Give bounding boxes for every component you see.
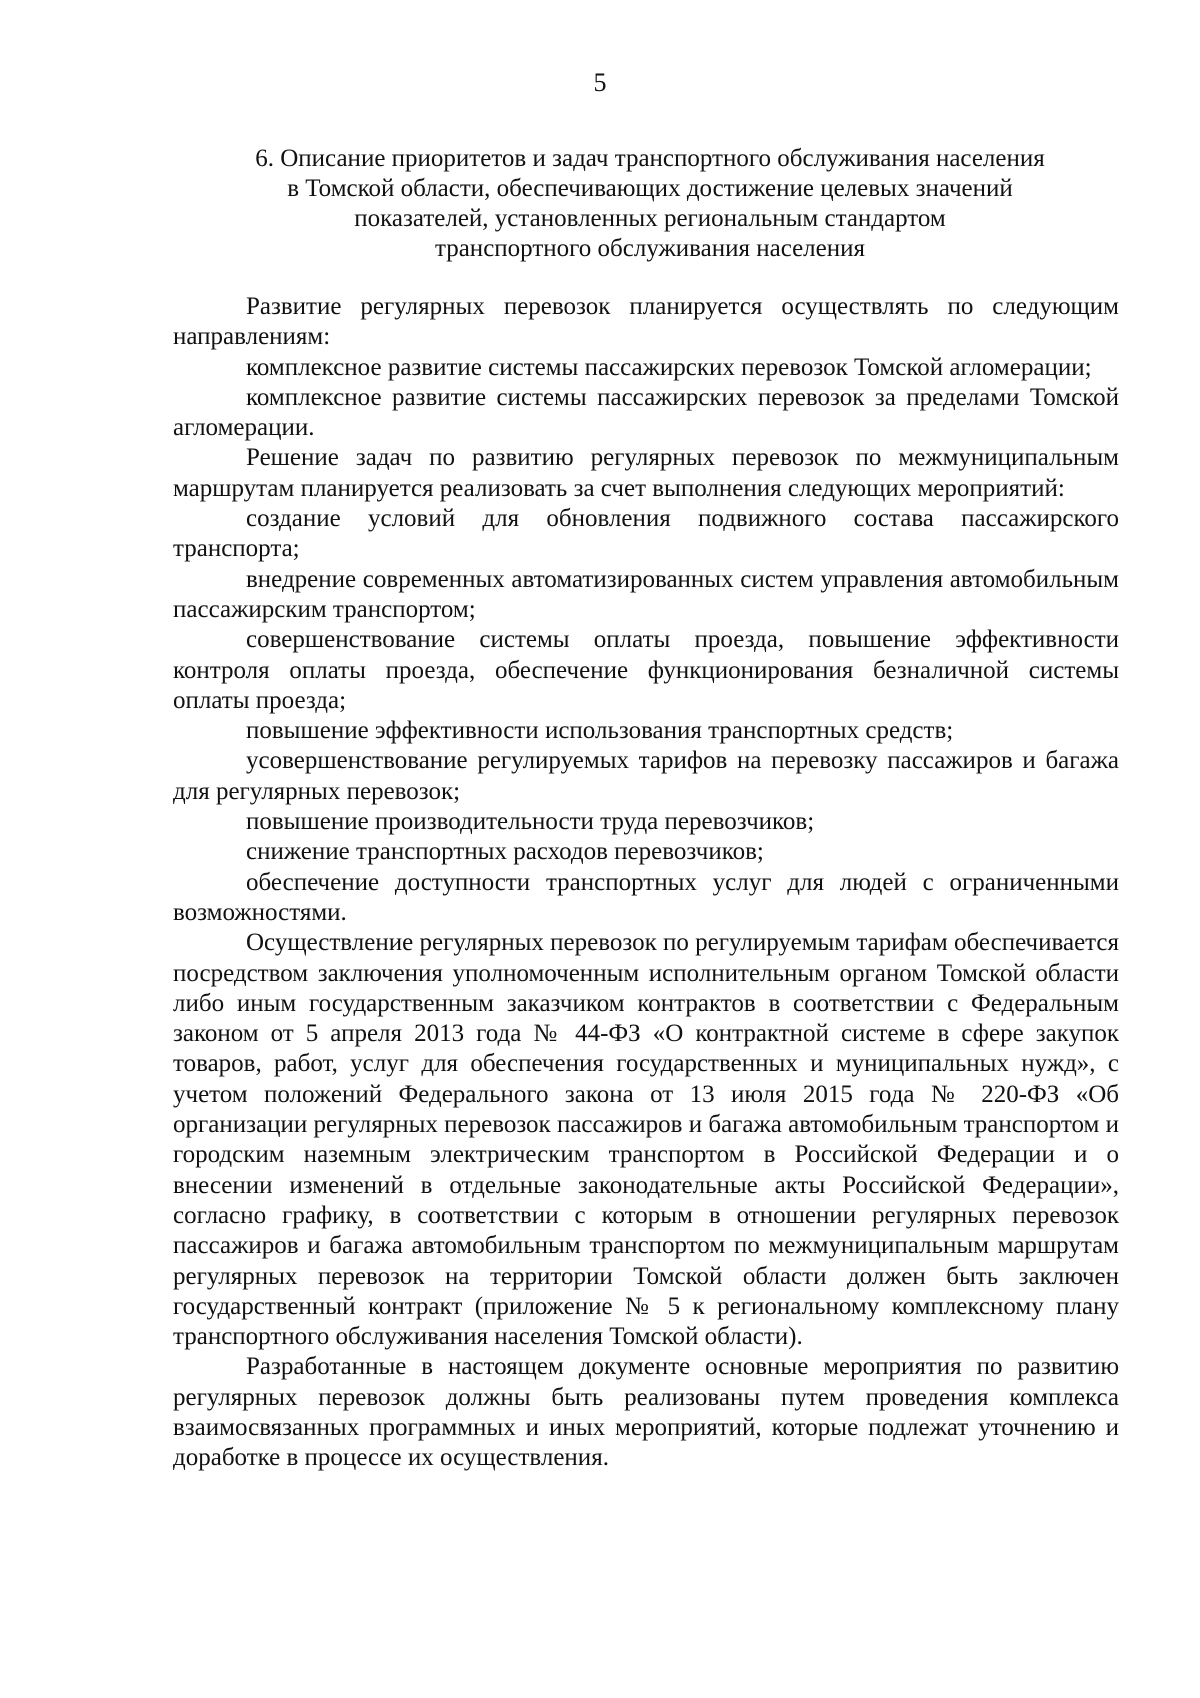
paragraph: Развитие регулярных перевозок планируется осуществлять по следующим направлениям: [173,293,1119,351]
paragraph: комплексное развитие системы пассажирских перевозок Томской агломерации; [246,353,1092,381]
document-body [173,292,1119,1474]
section-heading [200,144,1100,264]
paragraph: комплексное развитие системы пассажирских перевозок за пределами Томской агломерации. [173,383,1119,442]
paragraph: создание условий для обновления подвижного состава пассажирского транспорта; [173,505,1119,563]
paragraph: повышение производительности труда перевозчиков; [246,808,815,836]
paragraph: Разработанные в настоящем документе основные мероприятия по развитию регулярных перевозок должны быть реализованы путем проведения комплекса взаимосвязанных программных и иных мероприятий, которые подлежат уточнению и доработке в процессе их осуществления. [173,1353,1119,1472]
heading-line: транспортного обслуживания населения [434,235,866,262]
paragraph: усовершенствование регулируемых тарифов на перевозку пассажиров и багажа для регулярных перевозок; [173,747,1119,805]
paragraph: снижение транспортных расходов перевозчиков; [246,838,764,866]
heading-line: в Томской области, обеспечивающих достижение целевых значений [287,175,1013,202]
paragraph: Осуществление регулярных перевозок по регулируемым тарифам обеспечивается посредством заключения уполномоченным исполнительным органом Томской области либо иным государственным заказчиком контрактов в соответствии с Федеральным законом от 5 апреля 2013 года № 44-ФЗ «О контрактной системе в сфере закупок товаров, работ, услуг для обеспечения государственных и муниципальных нужд», с учетом положений Федерального закона от 13 июля 2015 года № 220-ФЗ «Об организации регулярных перевозок пассажиров и багажа автомобильным транспортом и городским наземным электрическим транспортом в Российской Федерации и о внесении изменений в отдельные законодательные акты Российской Федерации», согласно графику, в соответствии с которым в отношении регулярных перевозок пассажиров и багажа автомобильным транспортом по межмуниципальным маршрутам регулярных перевозок на территории Томской области должен быть заключен государственный контракт (приложение № 5 к региональному комплексному плану транспортного обслуживания населения Томской области). [173,929,1119,1351]
heading-line: 6. Описание приоритетов и задач транспортного обслуживания населения [255,145,1045,172]
paragraph: Решение задач по развитию регулярных перевозок по межмуниципальным маршрутам планируется реализовать за счет выполнения следующих мероприятий: [173,444,1119,502]
paragraph: внедрение современных автоматизированных систем управления автомобильным пассажирским транспортом; [173,565,1119,623]
paragraph: совершенствование системы оплаты проезда, повышение эффективности контроля оплаты проезда, обеспечение функционирования безналичной системы оплаты проезда; [173,626,1119,714]
heading-line: показателей, установленных региональным стандартом [354,205,946,232]
page-number: 5 [593,68,607,97]
paragraph: повышение эффективности использования транспортных средств; [246,717,954,745]
paragraph: обеспечение доступности транспортных услуг для людей с ограниченными возможностями. [173,868,1119,926]
